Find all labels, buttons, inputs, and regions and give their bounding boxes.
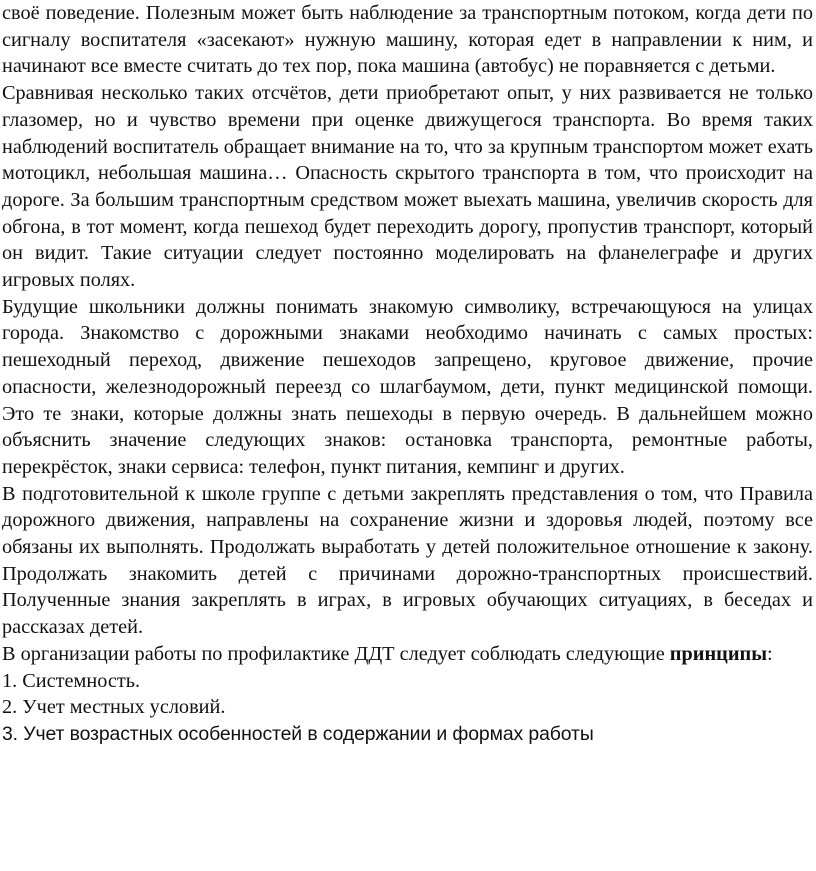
paragraph-traffic-observation: своё поведение. Полезным может быть наблюдение за транспортным потоком, когда дети по сигналу воспитателя «засекают» нужную машину, которая едет в направлении к ним, и начинают все вместе считать до тех пор, пока машина (автобус) не поравняется с детьми. <box>2 2 813 78</box>
principles-colon: : <box>767 642 773 665</box>
paragraph-road-signs: Будущие школьники должны понимать знакомую символику, встречающуюся на улицах города. Знакомство с дорожными знаками необходимо начинать с самых простых: пешеходный переход, движение пешеходов запрещено, круговое движение, прочие опасности, железнодорожный переезд со шлагбаумом, дети, пункт медицинской помощи. Это те знаки, которые должны знать пешеходы в первую очередь. В дальнейшем можно объяснить значение следующих знаков: остановка транспорта, ремонтные работы, перекрёсток, знаки сервиса: телефон, пункт питания, кемпинг и других. <box>2 295 813 478</box>
list-item-age-features: 3. Учет возрастных особенностей в содержании и формах работы <box>2 722 594 745</box>
principles-bold-word: принципы <box>669 642 768 665</box>
document-page <box>2 0 813 748</box>
list-item-systematic: 1. Системность. <box>2 669 141 692</box>
principles-intro-text: В организации работы по профилактике ДДТ следует соблюдать следующие <box>2 642 665 665</box>
paragraph-hidden-transport: Сравнивая несколько таких отсчётов, дети приобретают опыт, у них развивается не только глазомер, но и чувство времени при оценке движущегося транспорта. Во время таких наблюдений воспитатель обращает внимание на то, что за крупным транспортом может ехать мотоцикл, небольшая машина… Опасность скрытого транспорта в том, что происходит на дороге. За большим транспортным средством может выехать машина, увеличив скорость для обгона, в тот момент, когда пешеход будет переходить дорогу, пропустив транспорт, который он видит. Такие ситуации следует постоянно моделировать на фланелеграфе и других игровых полях. <box>2 82 813 292</box>
paragraph-principles-intro <box>2 641 813 668</box>
paragraph-preparatory-group: В подготовительной к школе группе с детьми закреплять представления о том, что Правила дорожного движения, направлены на сохранение жизни и здоровья людей, поэтому все обязаны их выполнять. Продолжать выработать у детей положительное отношение к закону. Продолжать знакомить детей с причинами дорожно-транспортных происшествий. Полученные знания закреплять в играх, в игровых обучающих ситуациях, в беседах и рассказах детей. <box>2 482 813 639</box>
list-item-local-conditions: 2. Учет местных условий. <box>2 696 226 719</box>
